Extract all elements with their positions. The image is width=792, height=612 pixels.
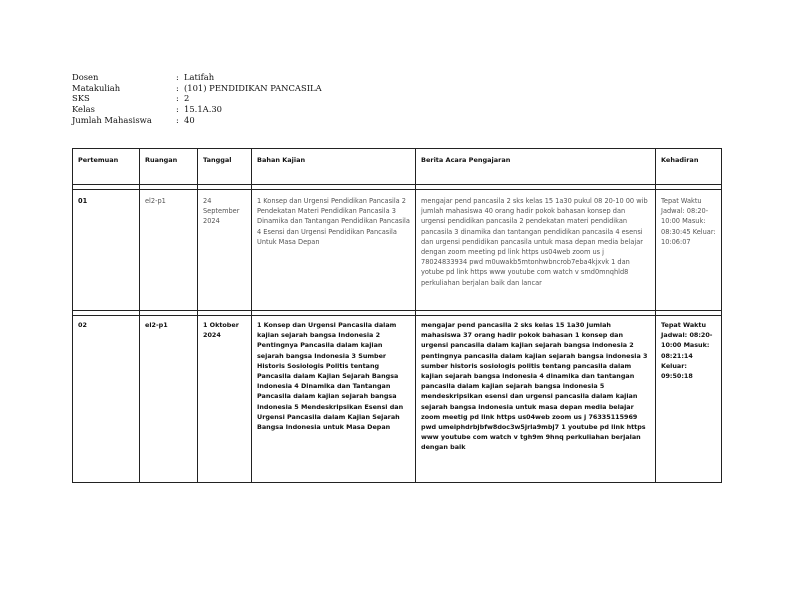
- cell-kehadiran: Tepat Waktu Jadwal: 08:20-10:00 Masuk: 08:21:14 Keluar: 09:50:18: [656, 316, 722, 483]
- info-value: 2: [184, 93, 190, 104]
- table-header-row: [73, 149, 722, 185]
- info-colon: :: [176, 72, 179, 82]
- info-colon: :: [176, 82, 179, 93]
- info-label: Dosen: [72, 72, 99, 82]
- info-row-dosen: [72, 72, 322, 83]
- cell-bahan-kajian: 1 Konsep dan Urgensi Pendidikan Pancasila 2 Pendekatan Materi Pendidikan Pancasila 3 Dinamika dan Tantangan Pendidikan Pancasila 4 Esensi dan Urgensi Pendidikan Pancasila Untuk Masa Depan: [252, 190, 416, 311]
- info-value: 15.1A.30: [184, 104, 223, 115]
- header-bahan-kajian: Bahan Kajian: [252, 149, 416, 185]
- cell-ruangan: el2-p1: [140, 190, 198, 311]
- header-pertemuan: Pertemuan: [73, 149, 140, 185]
- cell-tanggal: 1 Oktober 2024: [198, 316, 252, 483]
- info-label: Jumlah Mahasiswa: [72, 114, 152, 125]
- info-colon: :: [176, 93, 179, 104]
- course-info: [72, 72, 322, 126]
- header-ruangan: Ruangan: [140, 149, 198, 185]
- table-row: [73, 316, 722, 483]
- info-row-kelas: [72, 104, 322, 115]
- info-value: (101) PENDIDIKAN PANCASILA: [184, 82, 322, 93]
- cell-kehadiran: Tepat Waktu Jadwal: 08:20-10:00 Masuk: 08:30:45 Keluar: 10:06:07: [656, 190, 722, 311]
- info-label: Matakuliah: [72, 82, 121, 93]
- header-berita-acara: Berita Acara Pengajaran: [416, 149, 656, 185]
- cell-pertemuan: 01: [73, 190, 140, 311]
- info-colon: :: [176, 104, 179, 115]
- info-colon: :: [176, 114, 179, 125]
- info-value: Latifah: [184, 72, 215, 82]
- schedule-table: [72, 148, 722, 483]
- info-row-jumlah-mahasiswa: [72, 115, 322, 126]
- cell-bahan-kajian: 1 Konsep dan Urgensi Pancasila dalam kajian sejarah bangsa Indonesia 2 Pentingnya Pancasila dalam kajian sejarah bangsa Indonesia 3 Sumber Historis Sosiologis Politis tentang Pancasila dalam Kajian Sejarah Bangsa Indonesia 4 Dinamika dan Tantangan Pancasila dalam kajian sejarah bangsa Indonesia 5 Mendeskripsikan Esensi dan Urgensi Pancasila dalam Kajian Sejarah Bangsa Indonesia untuk Masa Depan: [252, 316, 416, 483]
- info-label: SKS: [72, 93, 90, 104]
- info-row-matakuliah: [72, 83, 322, 94]
- info-value: 40: [184, 114, 195, 125]
- header-kehadiran: Kehadiran: [656, 149, 722, 185]
- info-row-sks: [72, 93, 322, 104]
- info-label: Kelas: [72, 104, 95, 115]
- header-tanggal: Tanggal: [198, 149, 252, 185]
- cell-tanggal: 24 September 2024: [198, 190, 252, 311]
- cell-ruangan: el2-p1: [140, 316, 198, 483]
- cell-berita-acara: mengajar pend pancasila 2 sks kelas 15 1a30 pukul 08 20-10 00 wib jumlah mahasiswa 40 orang hadir pokok bahasan konsep dan urgensi pendidikan pancasila 2 pendekatan materi pendidikan pancasila 3 dinamika dan tantangan pendidikan pancasila 4 esensi dan urgensi pendidikan pancasila untuk masa depan media belajar dengan zoom meeting pd link https us04web zoom us j 78024833934 pwd m0uwakb5mtonhwbncrob7eba4kjxvk 1 dan yotube pd link https www youtube com watch v smd0mnqhld8 perkuliahan berjalan baik dan lancar: [416, 190, 656, 311]
- cell-pertemuan: 02: [73, 316, 140, 483]
- cell-berita-acara: mengajar pend pancasila 2 sks kelas 15 1a30 jumlah mahasiswa 37 orang hadir pokok bahasan 1 konsep dan urgensi pancasila dalam kajian sejarah bangsa indonesia 2 pentingnya pancasila dalam kajian sejarah bangsa indonesia 3 sumber historis sosiologis politis tentang pancasila dalam kajian sejarah bangsa indonesia 4 dinamika dan tantangan pancasila dalam kajian sejarah bangsa indonesia 5 mendeskripsikan esensi dan urgensi pancasila dalam kajian sejarah bangsa indonesia untuk masa depan media belajar zoom meetig pd link https us04web zoom us j 76335115969 pwd umeiphdrbjbfw8doc3w5jrla9mbj7 1 youtube pd link https www youtube com watch v tgh9m 9hnq perkuliahan berjalan dengan baik: [416, 316, 656, 483]
- table-row: [73, 190, 722, 311]
